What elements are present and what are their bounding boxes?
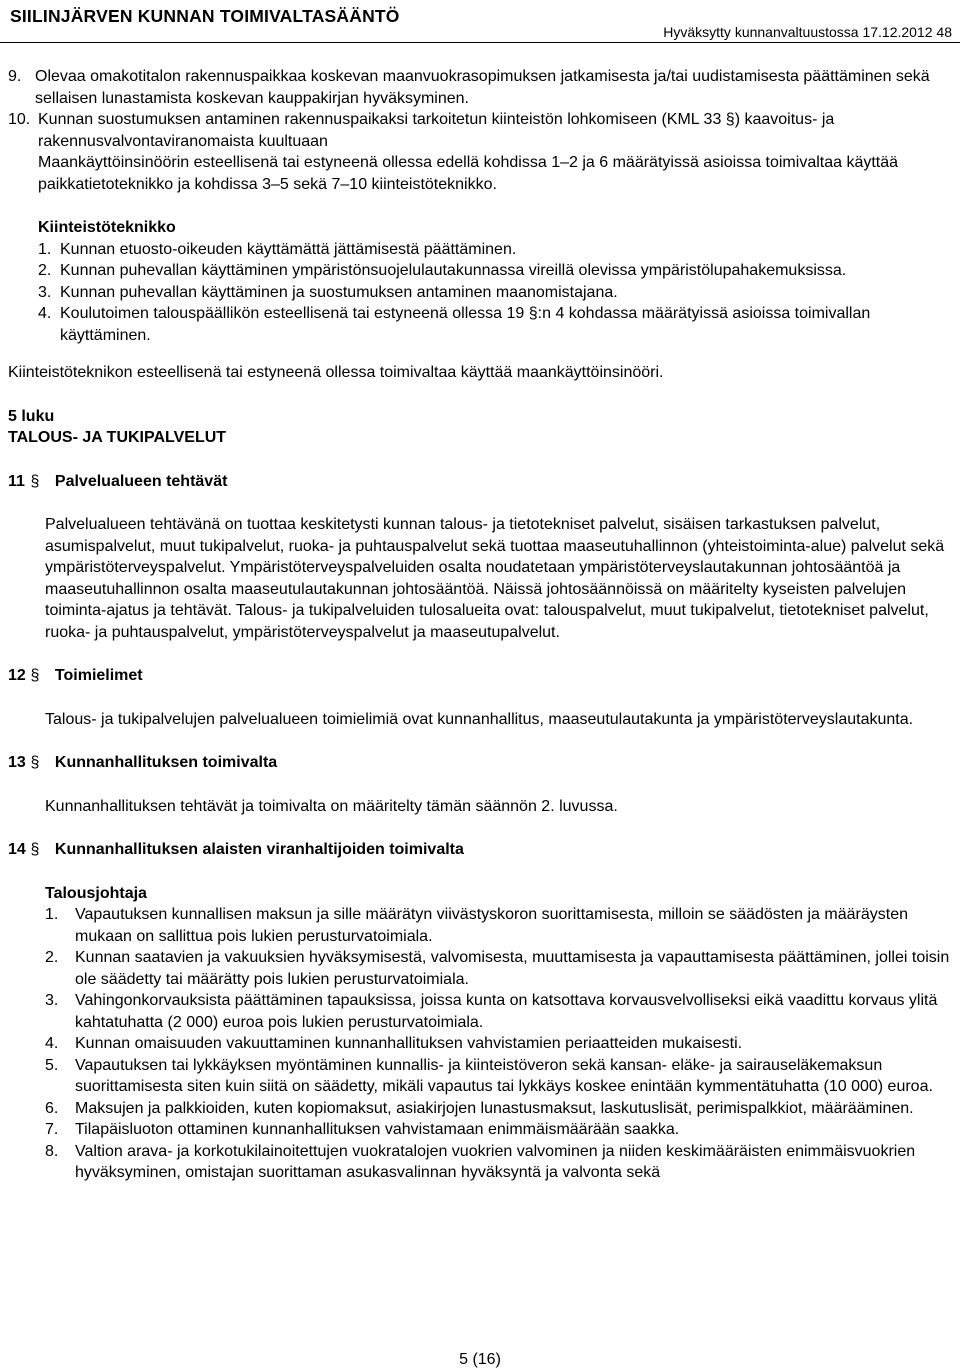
item-number: 4.	[45, 1035, 59, 1052]
item-text: Vahingonkorvauksista päättäminen tapauksissa, joissa kunta on katsottava korvausvelvolliseksi eikä vaadittu korvaus ylitä kahtatuhatta (2 000) euroa pois lukien perusturvatoimiala.	[75, 992, 938, 1031]
item-number: 2.	[45, 949, 59, 966]
item-number: 10.	[8, 111, 31, 128]
item-number: 6.	[45, 1099, 59, 1117]
item-number: 8.	[45, 1142, 59, 1160]
item-number: 9.	[8, 68, 22, 85]
item-text: Kunnan suostumuksen antaminen rakennuspaikaksi tarkoitetun kiinteistön lohkomiseen (KML 33 §) kaavoitus- ja rakennusvalvontaviranomaista kuultuaan	[38, 111, 835, 150]
section-heading	[8, 752, 954, 774]
list-item	[45, 904, 954, 947]
section-heading	[8, 665, 954, 687]
list-item	[45, 947, 954, 990]
item-text: Olevaa omakotitalon rakennuspaikkaa koskevan maanvuokrasopimuksen jatkamisesta ja/tai uudistamisesta päättäminen sekä sellaisen lunastamista koskevan kauppakirjan hyväksyminen.	[35, 68, 930, 107]
item-text: Kunnan omaisuuden vakuuttaminen kunnanhallituksen vahvistamien periaatteiden mukaisesti.	[75, 1035, 743, 1052]
list-item	[45, 1119, 954, 1141]
list-item	[8, 66, 954, 109]
section-title: Kunnanhallituksen alaisten viranhaltijoiden toimivalta	[54, 841, 464, 858]
item-text: Maksujen ja palkkioiden, kuten kopiomaksut, asiakirjojen lunastusmaksut, laskutuslisät, perimispalkkiot, määrääminen.	[75, 1099, 914, 1117]
section-number: 13	[8, 754, 26, 771]
section-number: 11	[8, 472, 25, 490]
section-subtitle: Kiinteistöteknikko	[38, 219, 176, 236]
item-number: 2.	[38, 262, 52, 279]
item-number: 1.	[38, 240, 52, 258]
section-subtitle: Talousjohtaja	[45, 884, 147, 902]
chapter-number: 5 luku	[8, 407, 55, 425]
section-sign: §	[30, 841, 40, 858]
item-number: 5.	[45, 1056, 59, 1074]
list-item	[45, 1055, 954, 1098]
item-number: 3.	[38, 283, 52, 301]
section-text: Kunnanhallituksen tehtävät ja toimivalta on määritelty tämän säännön 2. luvussa.	[45, 797, 618, 815]
section-sign: §	[30, 472, 40, 490]
section-title: Kunnanhallituksen toimivalta	[54, 754, 278, 771]
item-text: Kunnan puhevallan käyttäminen ympäristönsuojelulautakunnassa vireillä olevissa ympäristölupahakemuksissa.	[60, 262, 847, 279]
section-text: Talous- ja tukipalvelujen palvelualueen toimielimiä ovat kunnanhallitus, maaseutulautakunta ja ympäristöterveyslautakunta.	[45, 710, 914, 728]
document-title: SIILINJÄRVEN KUNNAN TOIMIVALTASÄÄNTÖ	[10, 6, 400, 26]
section-title: Toimielimet	[54, 667, 143, 684]
item-text: Kunnan saatavien ja vakuuksien hyväksymisestä, valvomisesta, muuttamisesta ja vapauttamisesta päättäminen, jollei toisin ole säädetty tai määrätty pois lukien perusturvatoimiala.	[75, 949, 950, 988]
item-text: Kunnan etuosto-oikeuden käyttämättä jättämisestä päättäminen.	[60, 240, 517, 258]
item-text: Tilapäisluoton ottaminen kunnanhallituksen vahvistamaan enimmäismäärään saakka.	[75, 1121, 680, 1138]
section-number: 14	[8, 841, 26, 858]
substitute-paragraph: Kiinteistöteknikon esteellisenä tai estyneenä ollessa toimivaltaa käyttää maankäyttöinsinööri.	[8, 364, 664, 381]
page-number: 5 (16)	[459, 1351, 501, 1368]
list-item	[38, 303, 954, 346]
list-item	[45, 1141, 954, 1184]
list-item	[8, 109, 954, 152]
approval-note: Hyväksytty kunnanvaltuustossa 17.12.2012 48	[663, 24, 952, 40]
section-heading	[8, 471, 954, 493]
item-number: 3.	[45, 992, 59, 1009]
item-number: 7.	[45, 1121, 59, 1138]
section-number: 12	[8, 667, 26, 684]
list-item	[38, 239, 954, 261]
list-item	[38, 260, 954, 282]
list-item	[45, 1098, 954, 1120]
list-item	[38, 282, 954, 304]
section-text: Palvelualueen tehtävänä on tuottaa keskitetysti kunnan talous- ja tietotekniset palvelut, sisäisen tarkastuksen palvelut, asumispalvelut, muut tukipalvelut, ruoka- ja puhtauspalvelut sekä tuottaa maaseutuhallinnon (yhteistoiminta-alue) palvelut sekä ympäristöterveyspalvelut. Ympäristöterveyspalveluiden osalta noudatetaan ympäristöterveyslautakunnan johtosääntöä ja maaseutuhallinnon osalta maaseutulautakunnan johtosääntöä. Näissä johtosäännöissä on määritelty kyseisten palvelujen toiminta-ajatus ja tehtävät. Talous- ja tukipalveluiden tulosalueita ovat: talouspalvelut, muut tukipalvelut, tietotekniset palvelut, ruoka- ja puhtauspalvelut, ympäristöterveyspalvelut ja maaseutupalvelut.	[45, 516, 945, 641]
item-text: Kunnan puhevallan käyttäminen ja suostumuksen antaminen maanomistajana.	[60, 283, 618, 301]
item-number: 4.	[38, 305, 52, 322]
item-text: Vapautuksen tai lykkäyksen myöntäminen kunnallis- ja kiinteistöveron sekä kansan- eläke- ja sairauseläkemaksun suorittamisesta siten kuin siitä on säädetty, mikäli vapautus tai lykkäys koskee enintään kymmentätuhatta (10 000) euroa.	[75, 1056, 933, 1095]
section-sign: §	[30, 754, 40, 771]
item-text: Vapautuksen kunnallisen maksun ja sille määrätyn viivästyskoron suorittamisesta, milloin se säädösten ja määräysten mukaan on sallittua pois lukien perusturvatoimiala.	[75, 906, 908, 945]
section-heading	[8, 839, 954, 861]
section-title: Palvelualueen tehtävät	[54, 472, 228, 490]
item-number: 1.	[45, 906, 59, 923]
page-content	[8, 66, 954, 1184]
section-sign: §	[30, 667, 40, 684]
page-header	[0, 0, 960, 42]
substitute-paragraph: Maankäyttöinsinöörin esteellisenä tai estyneenä ollessa edellä kohdissa 1–2 ja 6 määrätyissä asioissa toimivaltaa käyttää paikkatietoteknikko ja kohdissa 3–5 sekä 7–10 kiinteistöteknikko.	[38, 154, 899, 193]
item-text: Koulutoimen talouspäällikön esteellisenä tai estyneenä ollessa 19 §:n 4 kohdassa määrätyissä asioissa toimivallan käyttäminen.	[60, 305, 871, 344]
list-item	[45, 990, 954, 1033]
header-divider	[0, 42, 960, 43]
chapter-title: TALOUS- JA TUKIPALVELUT	[8, 429, 227, 446]
item-text: Valtion arava- ja korkotukilainoitettujen vuokratalojen vuokrien valvominen ja niiden keskimääräisten enimmäisvuokrien hyväksyminen, omistajan suorittaman asukasvalinnan hyväksyntä ja valvonta sekä	[75, 1142, 916, 1181]
list-item	[45, 1033, 954, 1055]
